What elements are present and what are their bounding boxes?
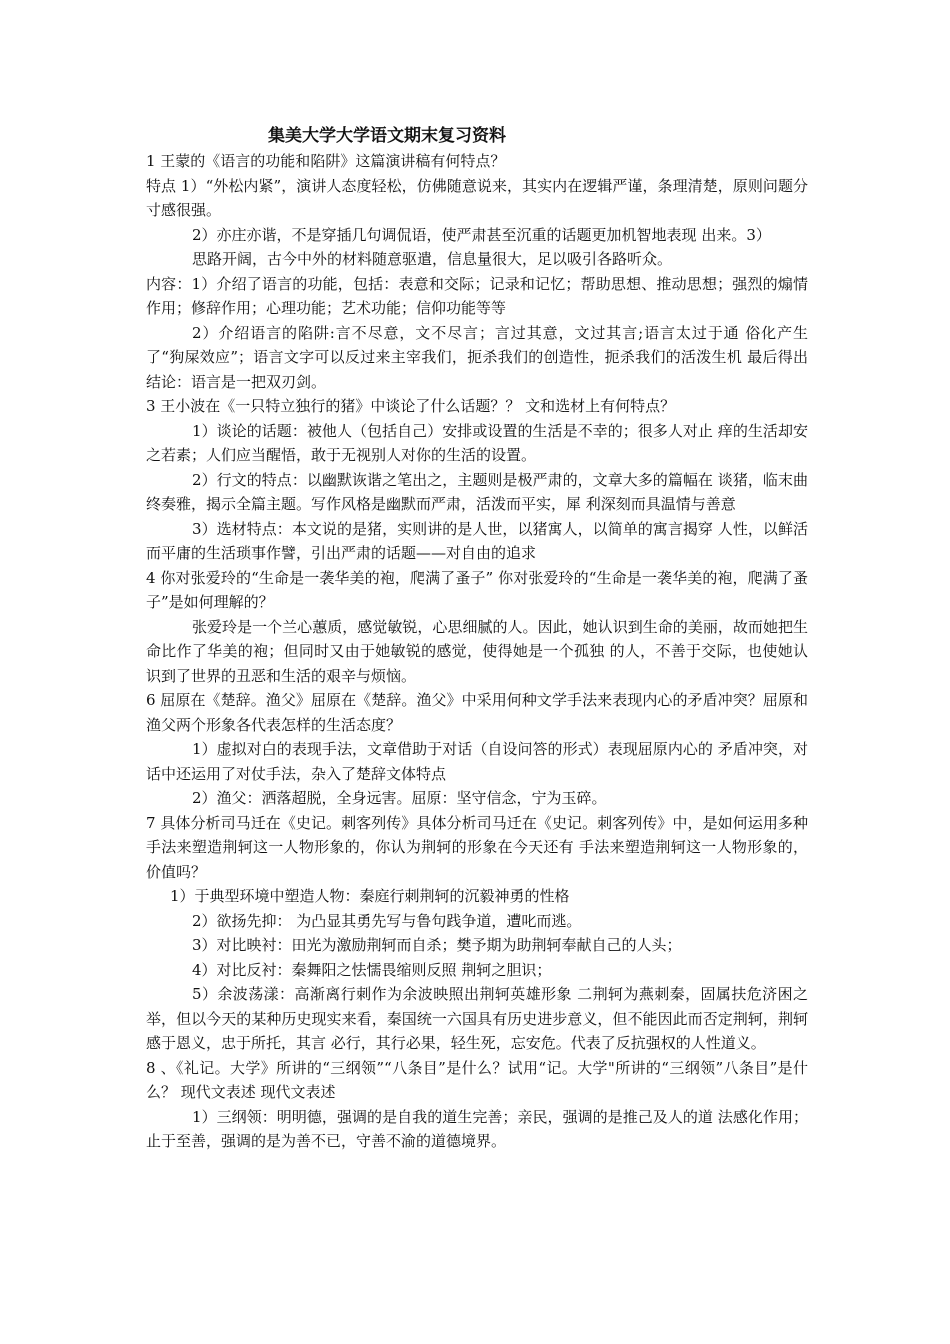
document-title: 集美大学大学语文期末复习资料 <box>268 126 506 146</box>
paragraph: 2）行文的特点：以幽默诙谐之笔出之，主题则是极严肃的，文章大多的篇幅在 谈猪，临末曲终奏雅，揭示全篇主题。写作风格是幽默而严肃，活泼而平实，犀 利深刻而具温情与善意 <box>146 470 808 513</box>
paragraph: 3）对比映衬：田光为激励荆轲而自杀；樊予期为助荆轲奉献自己的人头； <box>192 936 682 954</box>
paragraph: 6 屈原在《楚辞。渔父》屈原在《楚辞。渔父》中采用何种文学手法来表现内心的矛盾冲突？屈原和渔父两个形象各代表怎样的生活态度？ <box>146 691 808 734</box>
document-body <box>146 149 808 1154</box>
paragraph: 4）对比反衬：秦舞阳之怯懦畏缩则反照 荆轲之胆识； <box>192 960 552 979</box>
paragraph: 1）三纲领：明明德，强调的是自我的道生完善；亲民，强调的是推己及人的道 法感化作用；止于至善，强调的是为善不已，守善不渝的道德境界。 <box>146 1107 808 1150</box>
paragraph: 5）余波荡漾：高渐离行刺作为余波映照出荆轲英雄形象 二荆轲为燕刺秦，固属扶危济困之举，但以今天的某种历史现实来看，秦国统一六国具有历史进步意义，但不能因此而否定荆轲，荆轲感于恩义，忠于所托，其言 必行，其行必果，轻生死，忘安危。代表了反抗强权的人性道义。 <box>146 985 808 1052</box>
paragraph: 7 具体分析司马迁在《史记。刺客列传》具体分析司马迁在《史记。刺客列传》中，是如何运用多种 手法来塑造荆轲这一人物形象的，你认为荆轲的形象在今天还有 手法来塑造荆轲这一人物形象的， 价值吗？ <box>146 813 808 881</box>
paragraph: 3 王小波在《一只特立独行的猪》中谈论了什么话题？？ 文和选材上有何特点？ <box>146 397 676 415</box>
paragraph: 2）欲扬先抑： 为凸显其勇先写与鲁句践争道，遭叱而逃。 <box>192 911 582 930</box>
paragraph: 1 王蒙的《语言的功能和陷阱》这篇演讲稿有何特点？ <box>146 152 506 170</box>
paragraph: 4 你对张爱玲的“生命是一袭华美的袍，爬满了蚤子” 你对张爱玲的“生命是一袭华美的袍，爬满了蚤子”是如何理解的？ <box>146 568 808 611</box>
paragraph: 3）选材特点：本文说的是猪，实则讲的是人世，以猪寓人，以简单的寓言揭穿 人性，以鲜活而平庸的生活琐事作譬，引出严肃的话题——对自由的追求 <box>146 519 808 562</box>
paragraph: 2）介绍语言的陷阱:言不尽意，文不尽言；言过其意，文过其言;语言太过于通 俗化产生了“狗屎效应”；语言文字可以反过来主宰我们，扼杀我们的创造性，扼杀我们的活泼生机 最后得出结论：语言是一把双刃剑。 <box>146 323 808 391</box>
paragraph: 内容：1）介绍了语言的功能，包括：表意和交际；记录和记忆；帮助思想、推动思想；强烈的煽情作用；修辞作用；心理功能；艺术功能；信仰功能等等 <box>146 274 808 317</box>
paragraph: 2）亦庄亦谐，不是穿插几句调侃语，使严肃甚至沉重的话题更加机智地表现 出来。3） <box>192 225 771 244</box>
paragraph: 8 、《礼记。大学》所讲的“三纲领”“八条目”是什么？试用“记。大学"所讲的“三纲领”八条目”是什么？ 现代文表述 现代文表述 <box>146 1058 808 1101</box>
paragraph: 1）谈论的话题：被他人（包括自己）安排或设置的生活是不幸的；很多人对止 痒的生活却安之若素；人们应当醒悟，敢于无视别人对你的生活的设置。 <box>146 421 808 464</box>
paragraph: 1）虚拟对白的表现手法，文章借助于对话（自设问答的形式）表现屈原内心的 矛盾冲突，对话中还运用了对仗手法，杂入了楚辞文体特点 <box>146 740 808 783</box>
paragraph: 张爱玲是一个兰心蕙质，感觉敏锐，心思细腻的人。因此，她认识到生命的美丽，故而她把生命比作了华美的袍；但同时又由于她敏锐的感觉，使得她是一个孤独 的人，不善于交际，也使她认识到了世界的丑恶和生活的艰辛与烦恼。 <box>146 617 808 685</box>
paragraph: 思路开阔，古今中外的材料随意驱遣，信息量很大，足以吸引各路听众。 <box>192 250 673 268</box>
paragraph: 2）渔父：洒落超脱，全身远害。屈原：坚守信念，宁为玉碎。 <box>192 789 607 807</box>
paragraph: 特点 1）“外松内紧”，演讲人态度轻松，仿佛随意说来，其实内在逻辑严谨，条理清楚，原则问题分寸感很强。 <box>146 176 808 219</box>
paragraph: 1）于典型环境中塑造人物：秦庭行刺荆轲的沉毅神勇的性格 <box>170 887 570 905</box>
